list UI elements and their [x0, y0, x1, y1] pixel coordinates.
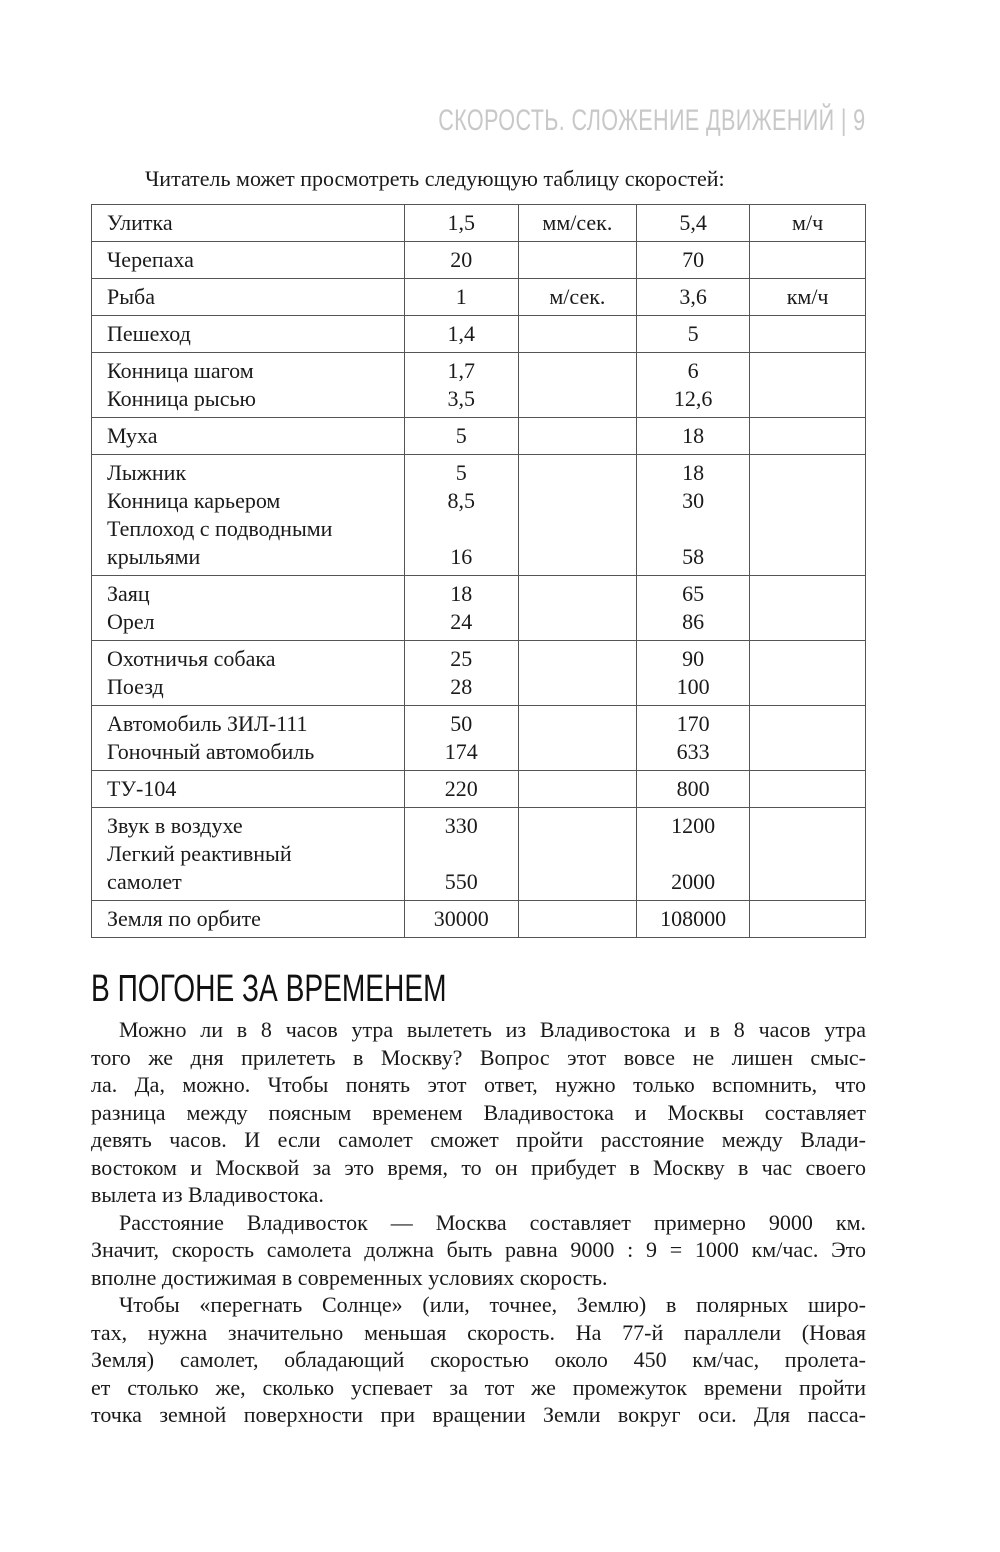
cell-line: 108000	[660, 906, 727, 931]
cell-line: 5	[455, 460, 467, 485]
cell-line: 2000	[671, 869, 716, 894]
cell-line: 633	[676, 739, 710, 764]
unit-2-cell	[750, 706, 866, 771]
cell-line: 20	[450, 247, 473, 272]
cell-line: крыльями	[107, 544, 201, 569]
value-1-cell	[404, 455, 518, 576]
cell-line: 5	[455, 423, 467, 448]
paragraph-line: ет столько же, сколько успевает за тот же промежуток времени пройти	[91, 1374, 866, 1400]
cell-line: 1,5	[447, 210, 476, 235]
table-row	[92, 641, 866, 706]
name-cell	[92, 901, 405, 938]
cell-line: 3,6	[679, 284, 707, 309]
value-2-cell	[636, 418, 749, 455]
name-cell	[92, 279, 405, 316]
cell-line: 6	[687, 358, 699, 383]
cell-line: Лыжник	[107, 460, 187, 485]
cell-line: 24	[450, 609, 473, 634]
cell-line: 330	[444, 813, 478, 838]
value-1-cell	[404, 576, 518, 641]
unit-2-cell	[750, 279, 866, 316]
paragraph-line: того же дня прилететь в Москву? Вопрос этот вовсе не лишен смыс-	[91, 1044, 866, 1070]
cell-line: 174	[444, 739, 478, 764]
cell-line: 25	[450, 646, 473, 671]
cell-line: км/ч	[786, 284, 829, 309]
cell-line: Рыба	[107, 284, 155, 309]
paragraph-line: точка земной поверхности при вращении Земли вокруг оси. Для пасса-	[91, 1402, 866, 1427]
value-2-cell	[636, 706, 749, 771]
unit-1-cell	[518, 418, 636, 455]
cell-line: Поезд	[107, 674, 164, 699]
cell-line: мм/сек.	[542, 210, 613, 235]
cell-line	[405, 515, 518, 543]
value-1-cell	[404, 641, 518, 706]
table-row	[92, 316, 866, 353]
table-row	[92, 808, 866, 901]
cell-line: 220	[444, 776, 478, 801]
value-1-cell	[404, 901, 518, 938]
table-row	[92, 455, 866, 576]
table-row	[92, 771, 866, 808]
cell-line: 3,5	[447, 386, 476, 411]
cell-line: 16	[450, 544, 473, 569]
unit-1-cell	[518, 353, 636, 418]
name-cell	[92, 455, 405, 576]
unit-1-cell	[518, 771, 636, 808]
name-cell	[92, 353, 405, 418]
value-2-cell	[636, 641, 749, 706]
cell-line: Улитка	[107, 210, 173, 235]
paragraph-line: востоком и Москвой за это время, то он прибудет в Москву в час своего	[91, 1154, 866, 1180]
paragraph-line: тах, нужна значительно меньшая скорость. На 77-й параллели (Новая	[91, 1319, 866, 1345]
cell-line: Черепаха	[107, 247, 194, 272]
cell-line: 12,6	[673, 386, 713, 411]
cell-line: Заяц	[107, 581, 150, 606]
cell-line: 58	[682, 544, 705, 569]
cell-line: 90	[682, 646, 705, 671]
cell-line: 1	[455, 284, 467, 309]
paragraph-line: разница между поясным временем Владивостока и Москвы составляет	[91, 1099, 866, 1125]
cell-line: 18	[450, 581, 473, 606]
cell-line: Пешеход	[107, 321, 191, 346]
unit-2-cell	[750, 242, 866, 279]
paragraph-line: Расстояние Владивосток — Москва составляет примерно 9000 км.	[119, 1209, 866, 1235]
unit-2-cell	[750, 418, 866, 455]
paragraph-line: ла. Да, можно. Чтобы понять этот ответ, нужно только вспомнить, что	[91, 1072, 866, 1097]
cell-line: 30	[682, 488, 705, 513]
cell-line: Гоночный автомобиль	[107, 739, 315, 764]
value-1-cell	[404, 353, 518, 418]
unit-1-cell	[518, 316, 636, 353]
cell-line: ТУ-104	[107, 776, 177, 801]
running-head: СКОРОСТЬ. СЛОЖЕНИЕ ДВИЖЕНИЙ | 9	[438, 104, 866, 137]
cell-line: Охотничья собака	[107, 646, 276, 671]
cell-line: Конница шагом	[107, 358, 254, 383]
value-1-cell	[404, 808, 518, 901]
unit-1-cell	[518, 641, 636, 706]
table-row	[92, 706, 866, 771]
cell-line	[637, 515, 749, 543]
unit-2-cell	[750, 353, 866, 418]
unit-1-cell	[518, 455, 636, 576]
unit-2-cell	[750, 576, 866, 641]
unit-2-cell	[750, 641, 866, 706]
cell-line: 170	[676, 711, 710, 736]
cell-line: 18	[682, 460, 705, 485]
value-2-cell	[636, 316, 749, 353]
cell-line: 100	[676, 674, 710, 699]
name-cell	[92, 205, 405, 242]
paragraph-line: Чтобы «перегнать Солнце» (или, точнее, Землю) в полярных широ-	[119, 1292, 866, 1317]
name-cell	[92, 641, 405, 706]
value-1-cell	[404, 205, 518, 242]
body-text	[91, 1016, 866, 1429]
table-intro: Читатель может просмотреть следующую таблицу скоростей:	[145, 166, 725, 191]
name-cell	[92, 808, 405, 901]
cell-line: 5,4	[679, 210, 707, 235]
value-2-cell	[636, 242, 749, 279]
paragraph-line: Земля) самолет, обладающий скоростью около 450 км/час, пролета-	[91, 1347, 866, 1372]
cell-line: Теплоход с подводными	[107, 516, 333, 541]
cell-line: 1200	[671, 813, 716, 838]
paragraph-line: Значит, скорость самолета должна быть равна 9000 : 9 = 1000 км/час. Это	[91, 1237, 866, 1262]
paragraph-line: вылета из Владивостока.	[91, 1182, 324, 1207]
table-row	[92, 901, 866, 938]
unit-1-cell	[518, 242, 636, 279]
unit-1-cell	[518, 205, 636, 242]
cell-line: 65	[682, 581, 705, 606]
unit-2-cell	[750, 808, 866, 901]
value-2-cell	[636, 205, 749, 242]
unit-1-cell	[518, 706, 636, 771]
cell-line: Конница карьером	[107, 488, 281, 513]
unit-1-cell	[518, 808, 636, 901]
name-cell	[92, 771, 405, 808]
value-1-cell	[404, 242, 518, 279]
cell-line: самолет	[107, 869, 182, 894]
table-row	[92, 418, 866, 455]
name-cell	[92, 316, 405, 353]
paragraph-line: девять часов. И если самолет сможет пройти расстояние между Влади-	[91, 1127, 866, 1152]
cell-line: Конница рысью	[107, 386, 256, 411]
value-1-cell	[404, 316, 518, 353]
cell-line: м/сек.	[549, 284, 606, 309]
cell-line: Автомобиль ЗИЛ-111	[107, 711, 308, 736]
cell-line	[405, 840, 518, 868]
unit-2-cell	[750, 771, 866, 808]
paragraph-line: вполне достижимая в современных условиях скорость.	[91, 1264, 608, 1290]
cell-line: Звук в воздухе	[107, 813, 243, 838]
value-2-cell	[636, 576, 749, 641]
cell-line: 550	[444, 869, 478, 894]
cell-line: м/ч	[792, 210, 824, 235]
paragraph-line: Можно ли в 8 часов утра вылететь из Владивостока и в 8 часов утра	[119, 1017, 866, 1042]
speed-table	[91, 204, 866, 938]
cell-line: 50	[450, 711, 473, 736]
cell-line: Орел	[107, 609, 155, 634]
cell-line: 1,4	[447, 321, 476, 346]
unit-2-cell	[750, 455, 866, 576]
cell-line: 30000	[433, 906, 489, 931]
table-row	[92, 205, 866, 242]
value-1-cell	[404, 706, 518, 771]
section-heading: В ПОГОНЕ ЗА ВРЕМЕНЕМ	[91, 968, 447, 1010]
unit-2-cell	[750, 901, 866, 938]
cell-line: 1,7	[447, 358, 476, 383]
unit-1-cell	[518, 901, 636, 938]
value-2-cell	[636, 279, 749, 316]
table-row	[92, 279, 866, 316]
cell-line: Легкий реактивный	[107, 841, 292, 866]
cell-line: 8,5	[447, 488, 476, 513]
value-2-cell	[636, 808, 749, 901]
unit-1-cell	[518, 576, 636, 641]
cell-line: 28	[450, 674, 473, 699]
value-1-cell	[404, 771, 518, 808]
value-1-cell	[404, 279, 518, 316]
cell-line: 70	[682, 247, 705, 272]
name-cell	[92, 418, 405, 455]
value-1-cell	[404, 418, 518, 455]
cell-line: 86	[682, 609, 705, 634]
name-cell	[92, 242, 405, 279]
value-2-cell	[636, 353, 749, 418]
cell-line: Муха	[107, 423, 158, 448]
table-row	[92, 353, 866, 418]
table-row	[92, 242, 866, 279]
unit-2-cell	[750, 316, 866, 353]
value-2-cell	[636, 771, 749, 808]
name-cell	[92, 706, 405, 771]
unit-1-cell	[518, 279, 636, 316]
unit-2-cell	[750, 205, 866, 242]
cell-line	[637, 840, 749, 868]
table-row	[92, 576, 866, 641]
cell-line: 800	[676, 776, 710, 801]
cell-line: 18	[682, 423, 705, 448]
cell-line: Земля по орбите	[107, 906, 261, 931]
value-2-cell	[636, 455, 749, 576]
name-cell	[92, 576, 405, 641]
cell-line: 5	[687, 321, 699, 346]
value-2-cell	[636, 901, 749, 938]
